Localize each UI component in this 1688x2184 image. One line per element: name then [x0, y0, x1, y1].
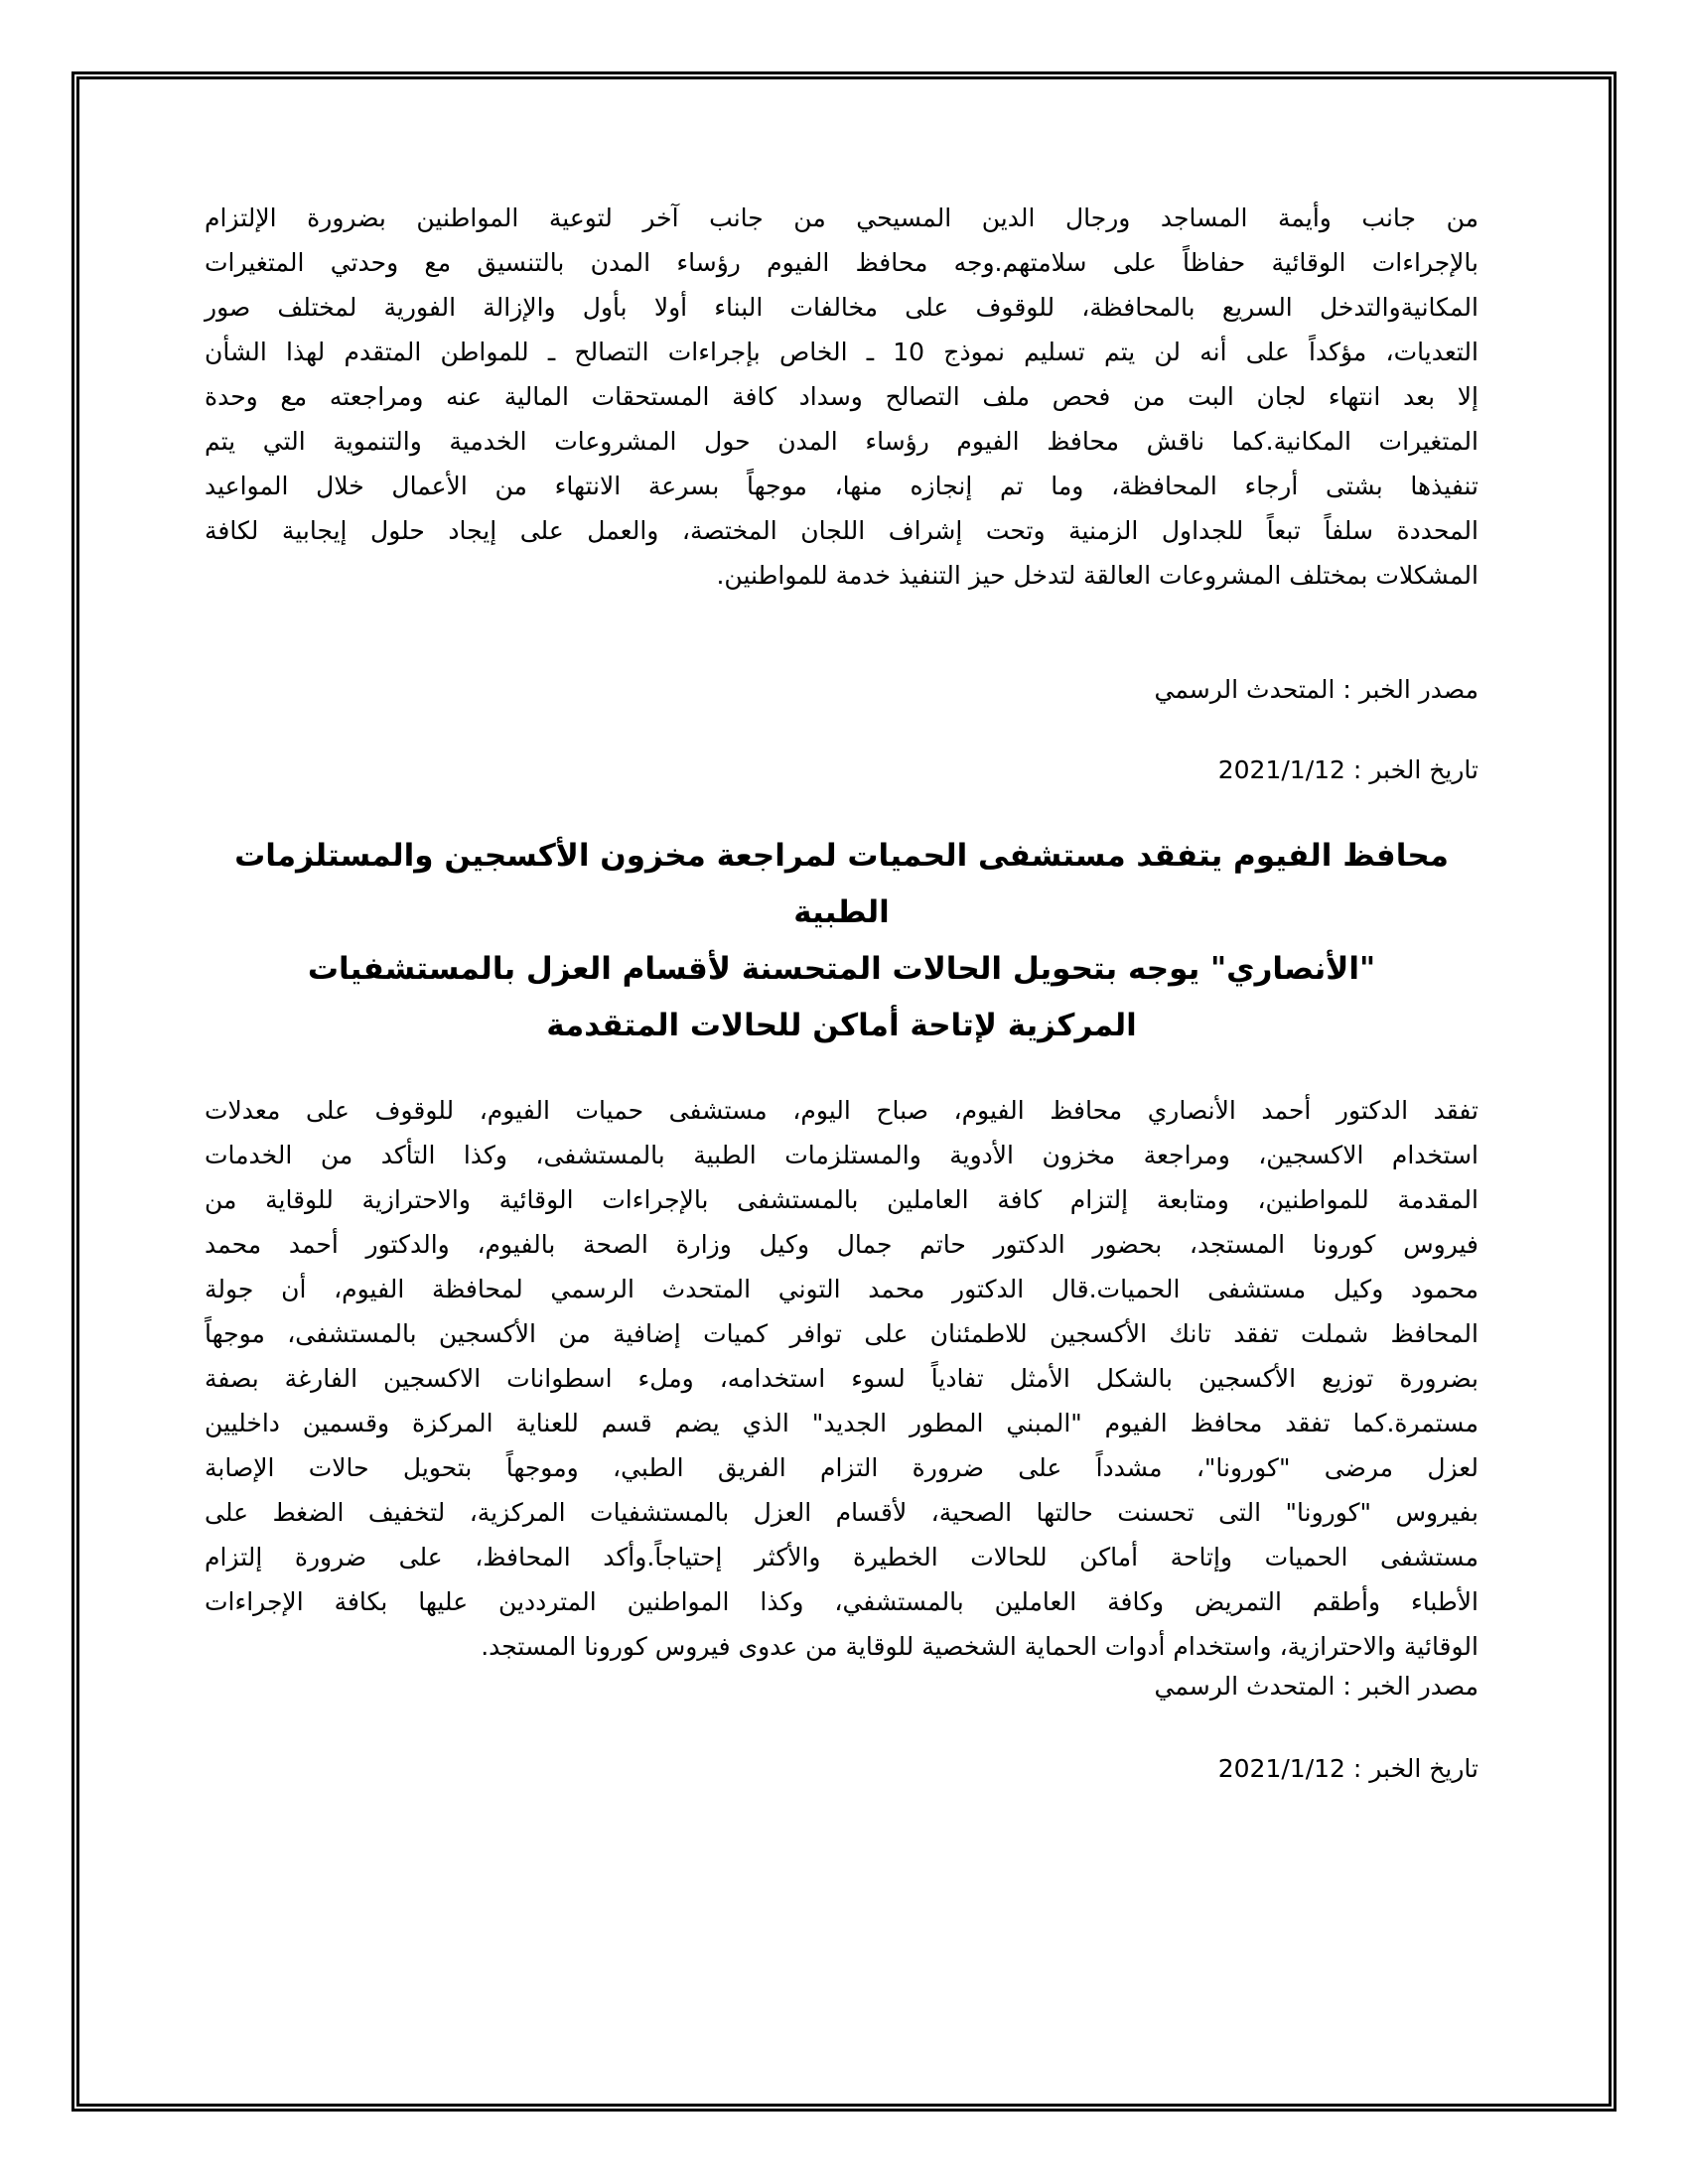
text-line: تفقد الدكتور أحمد الأنصاري محافظ الفيوم، صباح اليوم، مستشفى حميات الفيوم، للوقوف على معدلات	[205, 1096, 1478, 1125]
news-source	[205, 1664, 1478, 1708]
news-date-value: 2021/1/12	[1217, 755, 1345, 784]
text-line: إلا بعد انتهاء لجان البت من فحص ملف التصالح وسداد كافة المستحقات المالية عنه ومراجعته مع وحدة	[205, 382, 1478, 411]
text-line: المشكلات بمختلف المشروعات العالقة لتدخل حيز التنفيذ خدمة للمواطنين.	[716, 561, 1478, 590]
headline-line: الطبية	[793, 894, 890, 930]
news-date	[205, 748, 1478, 792]
text-line: لعزل مرضى "كورونا"، مشدداً على ضرورة التزام الفريق الطبي، وموجهاً بتحويل حالات الإصابة	[205, 1453, 1478, 1482]
text-line: التعديات، مؤكداً على أنه لن يتم تسليم نموذج 10 ـ الخاص بإجراءات التصالح ـ للمواطن المتقدم لهذا الشأن	[205, 338, 1478, 366]
text-line: بالإجراءات الوقائية حفاظاً على سلامتهم.وجه محافظ الفيوم رؤساء المدن بالتنسيق مع وحدتي المتغيرات	[205, 248, 1478, 277]
news-date	[205, 1746, 1478, 1791]
text-line: محمود وكيل مستشفى الحميات.قال الدكتور محمد التوني المتحدث الرسمي لمحافظة الفيوم، أن جولة	[205, 1275, 1478, 1303]
news-date-value: 2021/1/12	[1217, 1754, 1345, 1783]
text-line: الوقائية والاحترازية، واستخدام أدوات الحماية الشخصية للوقاية من عدوى فيروس كورونا المستجد.	[481, 1632, 1478, 1661]
document-body	[205, 196, 1478, 1791]
text-line: المحددة سلفاً تبعاً للجداول الزمنية وتحت إشراف اللجان المختصة، والعمل على إيجاد حلول إيجابية لكافة	[205, 516, 1478, 545]
text-line: الأطباء وأطقم التمريض وكافة العاملين بالمستشفي، وكذا المواطنين المترددين عليها بكافة الإجراءات	[205, 1587, 1478, 1616]
text-line: تنفيذها بشتى أرجاء المحافظة، وما تم إنجازه منها، موجهاً بسرعة الانتهاء من الأعمال خلال المواعيد	[205, 472, 1478, 500]
text-line: فيروس كورونا المستجد، بحضور الدكتور حاتم جمال وكيل وزارة الصحة بالفيوم، والدكتور أحمد محمد	[205, 1230, 1478, 1259]
news-source	[205, 667, 1478, 712]
article-2-paragraph	[205, 1088, 1478, 1669]
text-line: المقدمة للمواطنين، ومتابعة إلتزام كافة العاملين بالمستشفى بالإجراءات الوقائية والاحترازية للوقاية من	[205, 1185, 1478, 1214]
subheadline-line: "الأنصاري" يوجه بتحويل الحالات المتحسنة لأقسام العزل بالمستشفيات	[307, 951, 1376, 987]
article-2-headline	[205, 828, 1478, 1054]
text-line: مستشفى الحميات وإتاحة أماكن للحالات الخطيرة والأكثر إحتياجاً.وأكد المحافظ، على ضرورة إلتزام	[205, 1543, 1478, 1571]
news-date-label: تاريخ الخبر :	[1352, 1754, 1478, 1783]
text-line: مستمرة.كما تفقد محافظ الفيوم "المبني المطور الجديد" الذي يضم قسم للعناية المركزة وقسمين داخليين	[205, 1409, 1478, 1437]
news-source-label: مصدر الخبر :	[1342, 1672, 1478, 1701]
news-date-label: تاريخ الخبر :	[1352, 755, 1478, 784]
headline-line: محافظ الفيوم يتفقد مستشفى الحميات لمراجعة مخزون الأكسجين والمستلزمات	[234, 838, 1449, 874]
news-source-value: المتحدث الرسمي	[1154, 675, 1336, 704]
news-source-value: المتحدث الرسمي	[1154, 1672, 1336, 1701]
article-1-paragraph	[205, 196, 1478, 598]
text-line: بفيروس "كورونا" التى تحسنت حالتها الصحية، لأقسام العزل بالمستشفيات المركزية، لتخفيف الضغط على	[205, 1498, 1478, 1527]
text-line: المتغيرات المكانية.كما ناقش محافظ الفيوم رؤساء المدن حول المشروعات الخدمية والتنموية التي يتم	[205, 427, 1478, 456]
subheadline-line: المركزية لإتاحة أماكن للحالات المتقدمة	[546, 1008, 1137, 1043]
text-line: استخدام الاكسجين، ومراجعة مخزون الأدوية والمستلزمات الطبية بالمستشفى، وكذا التأكد من الخدمات	[205, 1141, 1478, 1169]
text-line: المحافظ شملت تفقد تانك الأكسجين للاطمئنان على توافر كميات إضافية من الأكسجين بالمستشفى، موجهاً	[205, 1319, 1478, 1348]
text-line: المكانيةوالتدخل السريع بالمحافظة، للوقوف على مخالفات البناء أولا بأول والإزالة الفورية لمختلف صور	[205, 293, 1478, 322]
text-line: بضرورة توزيع الأكسجين بالشكل الأمثل تفادياً لسوء استخدامه، وملء اسطوانات الاكسجين الفارغة بصفة	[205, 1364, 1478, 1393]
news-source-label: مصدر الخبر :	[1342, 675, 1478, 704]
text-line: من جانب وأيمة المساجد ورجال الدين المسيحي من جانب آخر لتوعية المواطنين بضرورة الإلتزام	[205, 204, 1478, 232]
